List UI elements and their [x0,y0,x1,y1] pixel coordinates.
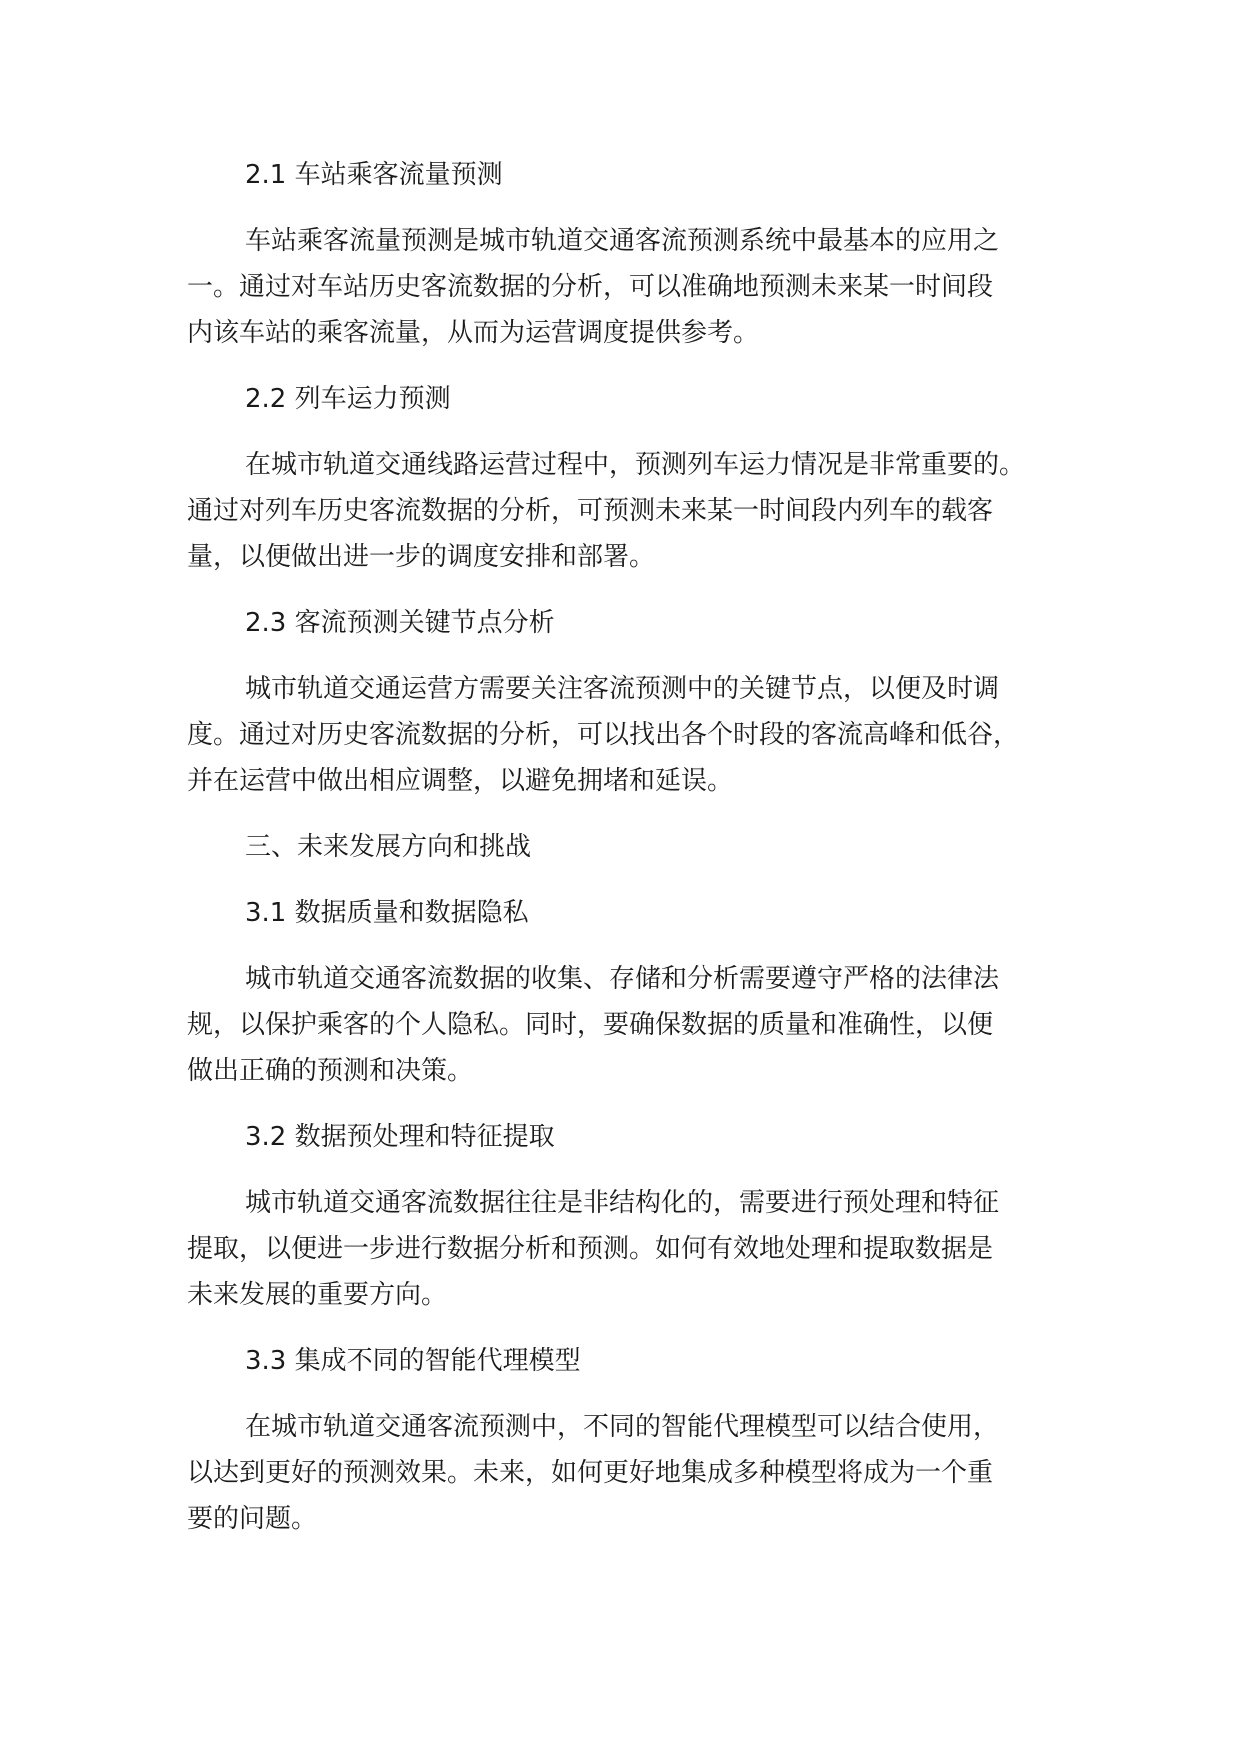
paragraph-line: 提取，以便进一步进行数据分析和预测。如何有效地处理和提取数据是 [187,1234,994,1264]
section-paragraph-3-2 [187,1180,1067,1318]
section-heading-2-1: 2.1 车站乘客流量预测 [245,160,503,190]
section-paragraph-2-3 [187,666,1067,804]
section-heading-3-1: 3.1 数据质量和数据隐私 [245,898,529,928]
paragraph-line: 在城市轨道交通客流预测中，不同的智能代理模型可以结合使用， [245,1412,1000,1442]
section-paragraph-3-1 [187,956,1067,1094]
paragraph-line: 城市轨道交通运营方需要关注客流预测中的关键节点，以便及时调 [245,674,1000,704]
section-paragraph-3-3 [187,1404,1067,1542]
paragraph-line: 度。通过对历史客流数据的分析，可以找出各个时段的客流高峰和低谷， [187,720,1020,750]
document-body [187,152,1067,1562]
section-heading-2-2: 2.2 列车运力预测 [245,384,451,414]
paragraph-line: 一。通过对车站历史客流数据的分析，可以准确地预测未来某一时间段 [187,272,994,302]
paragraph-line: 以达到更好的预测效果。未来，如何更好地集成多种模型将成为一个重 [187,1458,994,1488]
section-heading-3-3: 3.3 集成不同的智能代理模型 [245,1346,581,1376]
paragraph-line: 在城市轨道交通线路运营过程中，预测列车运力情况是非常重要的。 [245,450,1026,480]
paragraph-line: 车站乘客流量预测是城市轨道交通客流预测系统中最基本的应用之 [245,226,1000,256]
paragraph-line: 做出正确的预测和决策。 [187,1056,474,1086]
paragraph-line: 内该车站的乘客流量，从而为运营调度提供参考。 [187,318,760,348]
paragraph-line: 城市轨道交通客流数据往往是非结构化的，需要进行预处理和特征 [245,1188,1000,1218]
paragraph-line: 城市轨道交通客流数据的收集、存储和分析需要遵守严格的法律法 [245,964,1000,994]
section-heading-3-2: 3.2 数据预处理和特征提取 [245,1122,555,1152]
paragraph-line: 量，以便做出进一步的调度安排和部署。 [187,542,656,572]
paragraph-line: 通过对列车历史客流数据的分析，可预测未来某一时间段内列车的载客 [187,496,994,526]
chapter-heading: 三、未来发展方向和挑战 [245,832,532,862]
section-paragraph-2-2 [187,442,1067,580]
paragraph-line: 规，以保护乘客的个人隐私。同时，要确保数据的质量和准确性，以便 [187,1010,994,1040]
section-heading-2-3: 2.3 客流预测关键节点分析 [245,608,555,638]
section-paragraph-2-1 [187,218,1067,356]
paragraph-line: 要的问题。 [187,1504,318,1534]
paragraph-line: 并在运营中做出相应调整，以避免拥堵和延误。 [187,766,734,796]
paragraph-line: 未来发展的重要方向。 [187,1280,448,1310]
